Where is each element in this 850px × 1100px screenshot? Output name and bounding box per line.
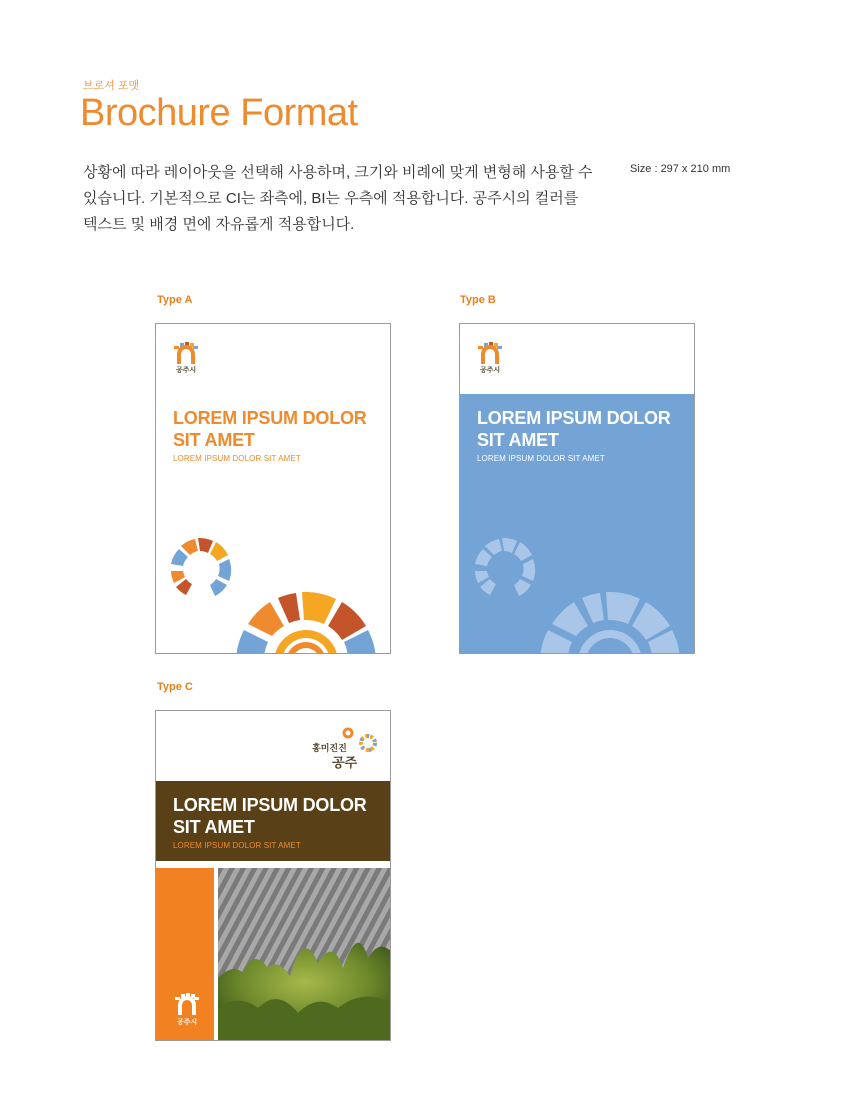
intro-paragraph xyxy=(83,160,603,238)
gongju-logo-icon xyxy=(172,993,202,1015)
roof-tree-photo xyxy=(218,868,391,1041)
title-line: SIT AMET xyxy=(477,430,559,450)
brochure-type-a xyxy=(155,323,391,654)
card-title xyxy=(173,407,367,451)
size-note: Size : 297 x 210 mm xyxy=(630,163,731,175)
slogan-line2: 공주 xyxy=(332,755,358,770)
title-line: SIT AMET xyxy=(173,817,255,837)
brochure-type-b xyxy=(459,323,695,654)
brochure-type-c xyxy=(155,710,391,1041)
gongju-logo-icon xyxy=(475,342,505,364)
photo-image xyxy=(218,868,391,1041)
title-line: LOREM IPSUM DOLOR xyxy=(477,408,671,428)
logo-name: 공주시 xyxy=(175,367,197,374)
logo-name: 공주시 xyxy=(479,367,501,374)
card-subtitle: LOREM IPSUM DOLOR SIT AMET xyxy=(173,841,301,850)
logo-name: 공주시 xyxy=(176,1019,198,1026)
title-line: LOREM IPSUM DOLOR xyxy=(173,408,367,428)
slogan-line1: 홍미진진 xyxy=(312,743,347,753)
title-line: LOREM IPSUM DOLOR xyxy=(173,795,367,815)
page-title: Brochure Format xyxy=(80,92,358,134)
card-subtitle: LOREM IPSUM DOLOR SIT AMET xyxy=(477,454,605,463)
card-title xyxy=(173,794,367,838)
card-title xyxy=(477,407,671,451)
intro-line: 상황에 따라 레이아웃을 선택해 사용하며, 크기와 비례에 맞게 변형해 사용할 수 xyxy=(83,164,593,181)
intro-line: 있습니다. 기본적으로 CI는 좌측에, BI는 우측에 적용합니다. 공주시의 컬러를 xyxy=(83,190,579,207)
type-a-label: Type A xyxy=(157,294,193,306)
orange-side-panel xyxy=(156,868,214,1041)
intro-line: 텍스트 및 배경 면에 자유롭게 적용합니다. xyxy=(83,216,355,233)
section-subtitle: 브로셔 포맷 xyxy=(83,80,140,92)
type-c-label: Type C xyxy=(157,681,193,693)
gongju-logo-icon xyxy=(171,342,201,364)
sun-graphic-icon xyxy=(156,514,391,654)
sun-graphic-icon xyxy=(460,514,695,654)
card-subtitle: LOREM IPSUM DOLOR SIT AMET xyxy=(173,454,301,463)
title-line: SIT AMET xyxy=(173,430,255,450)
type-b-label: Type B xyxy=(460,294,496,306)
